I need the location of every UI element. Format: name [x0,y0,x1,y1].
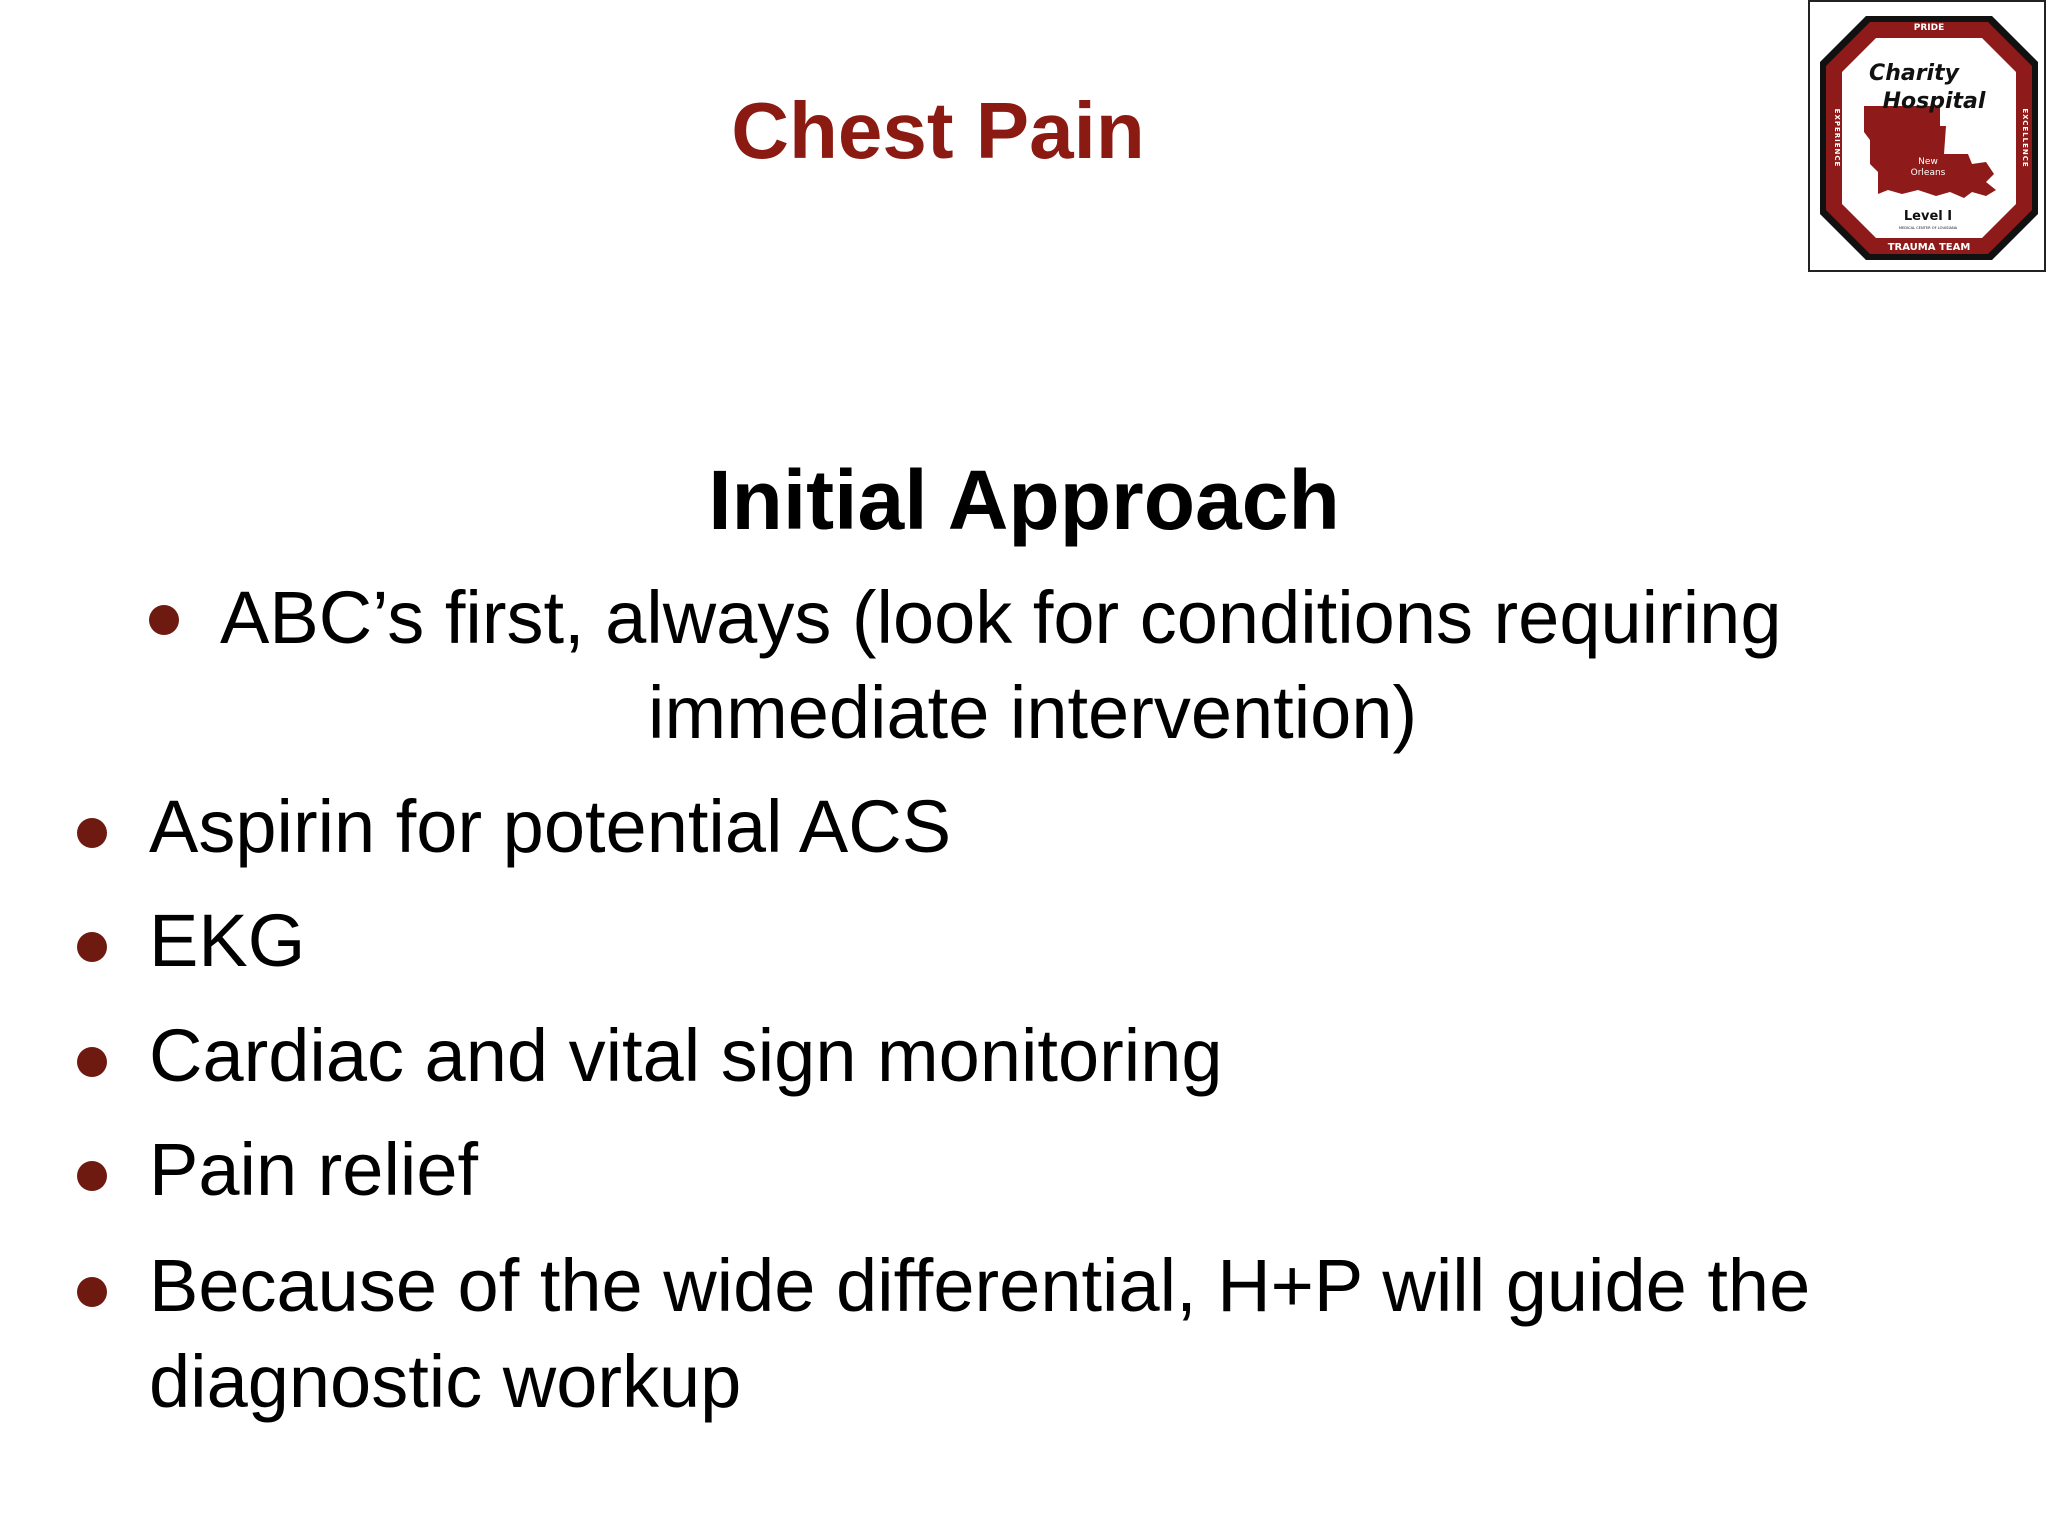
bullet-marker [77,1161,107,1191]
sub-bullet-marker [149,605,179,635]
logo-graphic [1818,14,2040,262]
bullet-item-aspirin: Aspirin for potential ACS [149,785,952,868]
logo-bottom-text: TRAUMA TEAM [1887,242,1971,253]
bullet-marker [77,932,107,962]
logo-level-text: Level I [1903,209,1953,224]
bullet-item-monitoring: Cardiac and vital sign monitoring [149,1014,1223,1097]
bullet-marker [77,818,107,848]
bullet-item-differential-line-1: Because of the wide differential, H+P will guide the [149,1244,1811,1327]
logo-left-text: EXPERIENCE [1833,108,1841,168]
bullet-item-differential-line-2: diagnostic workup [149,1340,742,1423]
bullet-marker [77,1047,107,1077]
sub-bullet-line-1: ABC’s first, always (look for conditions requiring [220,576,1782,659]
logo-city-line2: Orleans [1910,168,1946,178]
logo-city-line1: New [1918,157,1938,167]
logo-name-line2: Hospital [1882,89,1986,114]
logo-name-line1: Charity [1869,61,1959,86]
logo-top-text: PRIDE [1913,23,1945,33]
slide-title: Chest Pain [731,86,1145,175]
bullet-item-pain-relief: Pain relief [149,1128,479,1211]
section-heading: Initial Approach [708,453,1340,547]
bullet-item-ekg: EKG [149,899,306,982]
bullet-marker [77,1277,107,1307]
sub-bullet-line-2: immediate intervention) [648,671,1418,754]
logo-small-text: MEDICAL CENTER OF LOUISIANA [1898,226,1958,230]
charity-hospital-logo [1808,0,2046,272]
logo-right-text: EXCELLENCE [2021,108,2029,168]
